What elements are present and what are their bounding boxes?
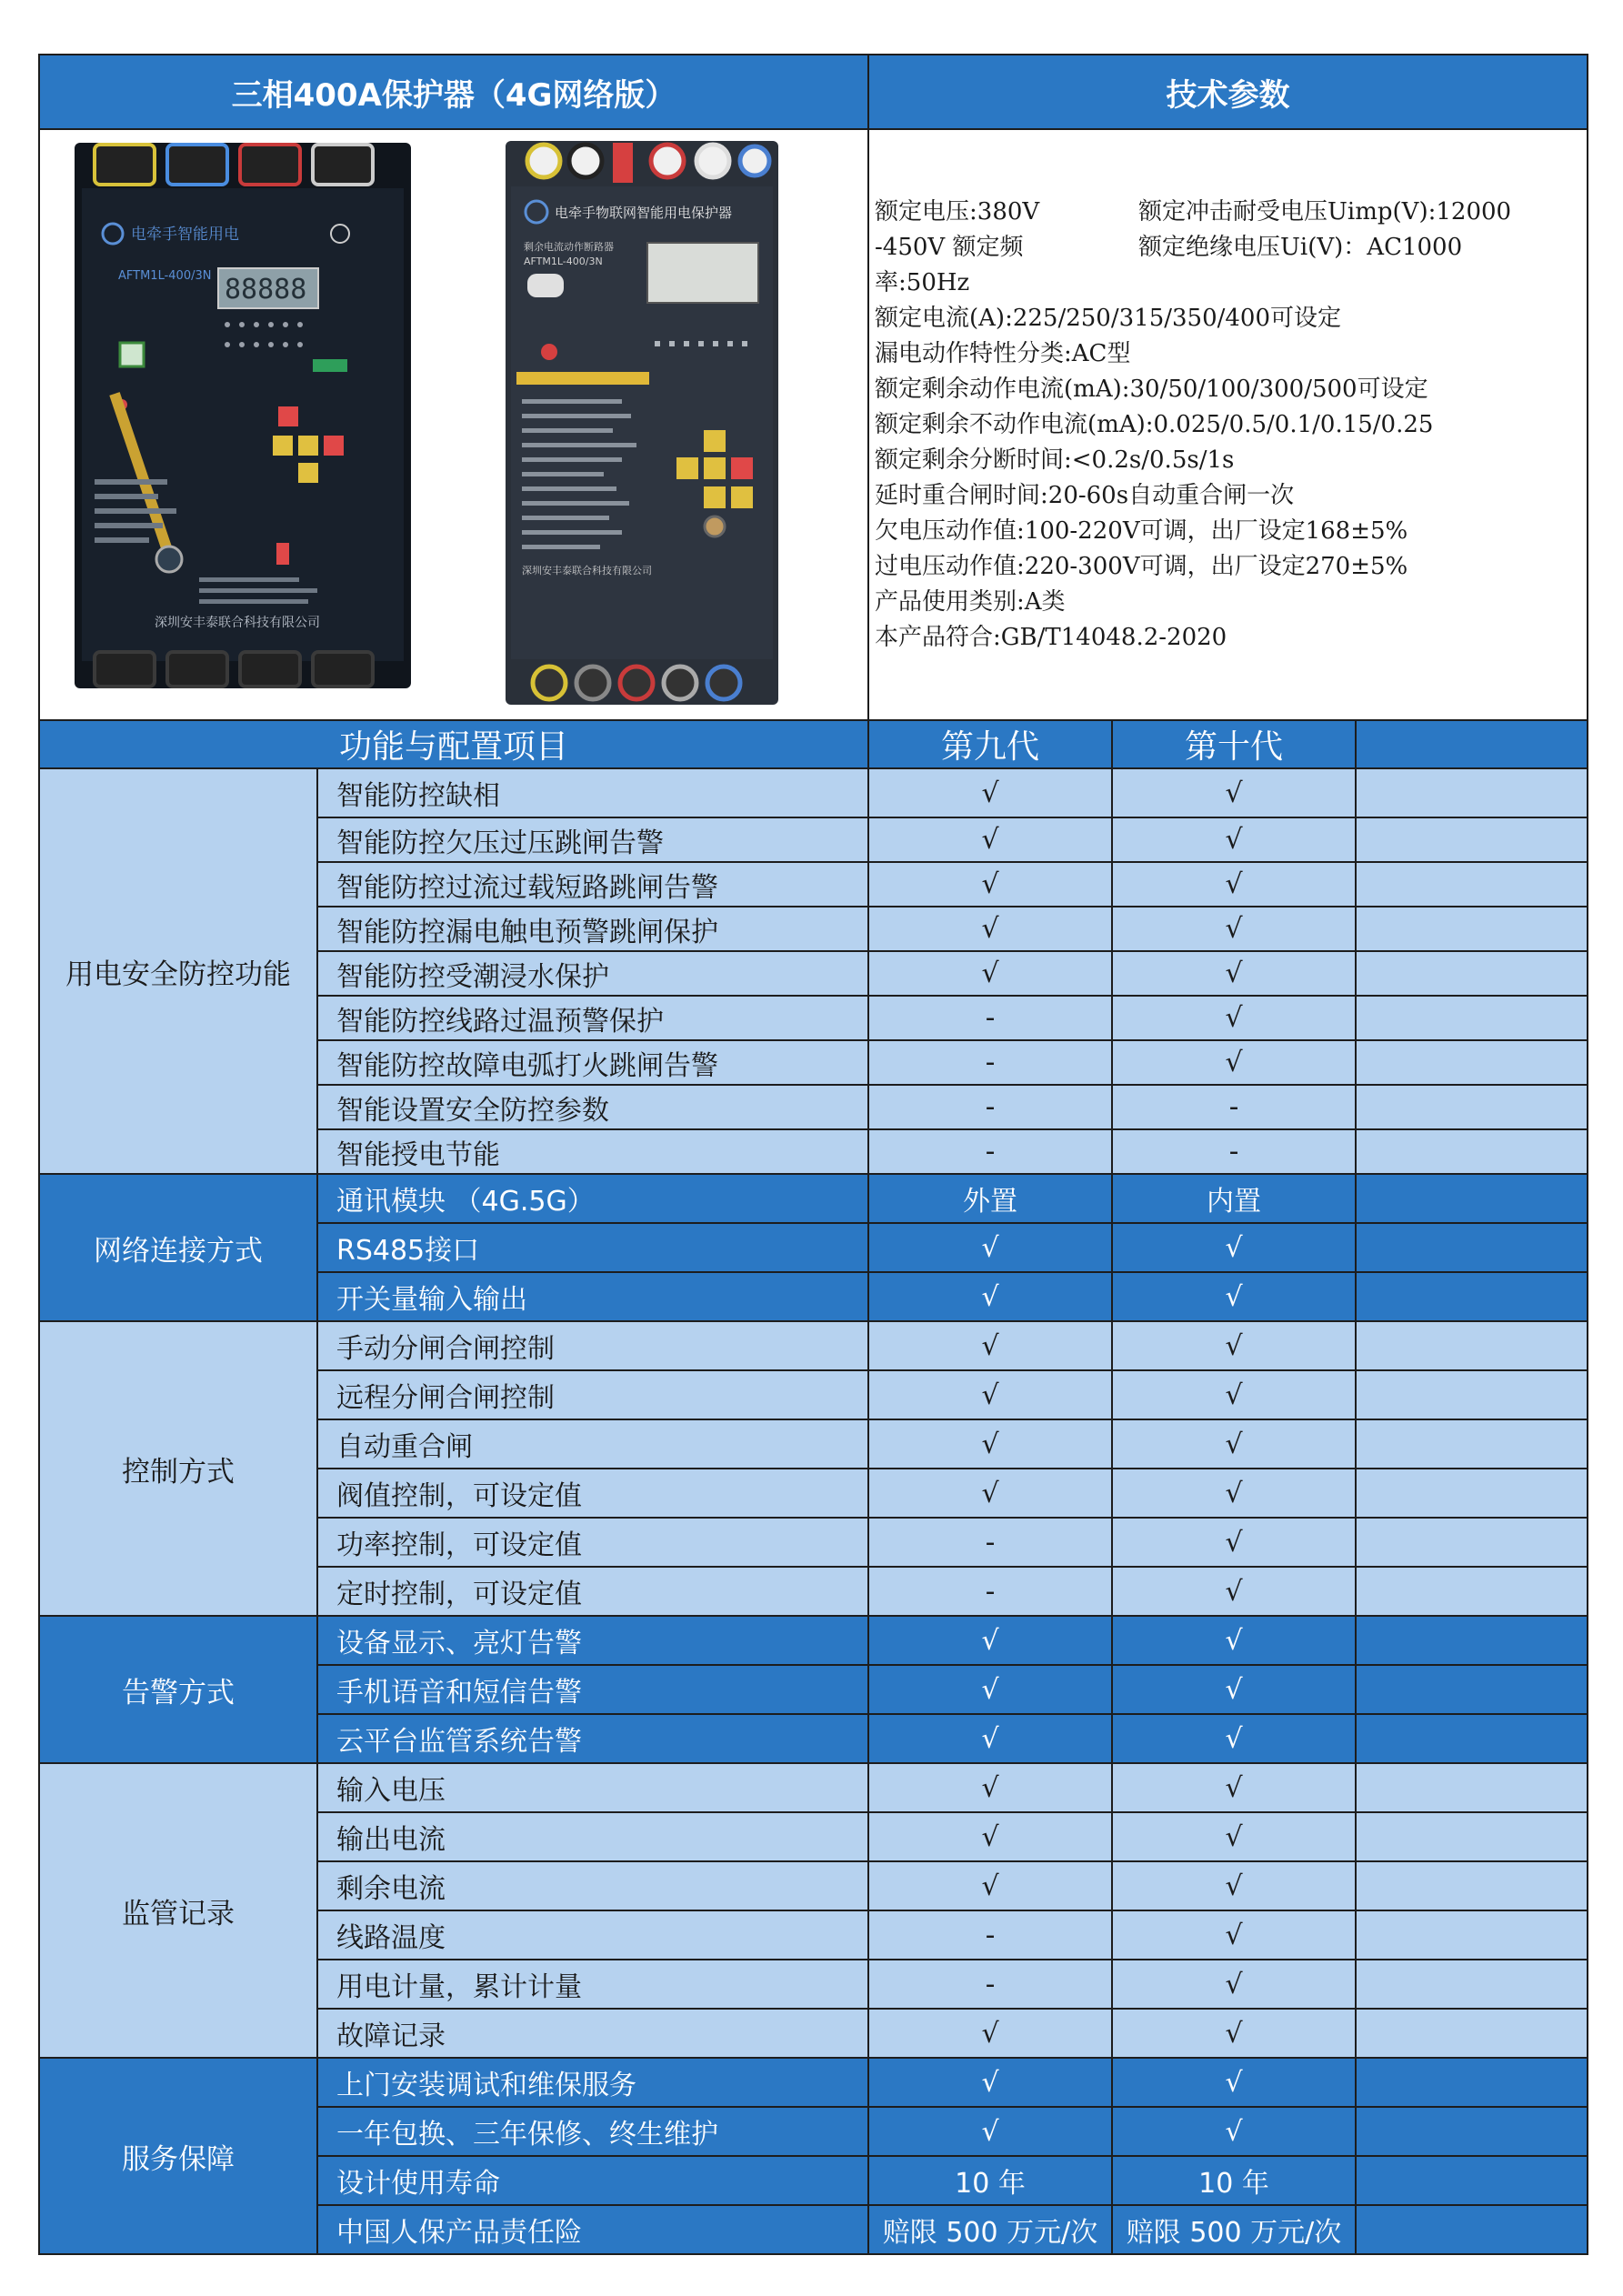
row-gen9: - — [868, 1129, 1112, 1174]
row-gen9: 赔限 500 万元/次 — [868, 2205, 1112, 2254]
spec-frequency: 率:50Hz — [875, 268, 970, 296]
row-blank — [1356, 1272, 1588, 1321]
row-gen10: √ — [1112, 1272, 1356, 1321]
row-gen10: √ — [1112, 951, 1356, 996]
row-blank — [1356, 907, 1588, 951]
row-item: 阀值控制，可设定值 — [317, 1469, 868, 1518]
row-gen10: √ — [1112, 1567, 1356, 1616]
spec-break-time: 额定剩余分断时间:<0.2s/0.5s/1s — [875, 446, 1235, 474]
left-device-display: 88888 — [225, 274, 307, 306]
col-header-gen10: 第十代 — [1112, 720, 1356, 768]
right-device — [506, 141, 778, 705]
row-blank — [1356, 1763, 1588, 1812]
row-gen9: - — [868, 1518, 1112, 1567]
row-gen10: √ — [1112, 1714, 1356, 1763]
row-gen10: √ — [1112, 907, 1356, 951]
row-gen9: √ — [868, 862, 1112, 907]
row-gen10: √ — [1112, 1861, 1356, 1910]
row-item: 远程分闸合闸控制 — [317, 1370, 868, 1419]
product-title: 三相400A保护器（4G网络版） — [39, 55, 868, 129]
row-gen10: 10 年 — [1112, 2156, 1356, 2205]
row-gen9: √ — [868, 1272, 1112, 1321]
spec-undervoltage: 欠电压动作值:100-220V可调，出厂设定168±5% — [875, 516, 1408, 545]
table-row — [39, 768, 1588, 817]
row-gen10: √ — [1112, 1223, 1356, 1272]
row-item: 设备显示、亮灯告警 — [317, 1616, 868, 1665]
row-gen9: - — [868, 1960, 1112, 2009]
category-network: 网络连接方式 — [39, 1174, 317, 1321]
tech-specs — [868, 129, 1588, 720]
row-gen10: √ — [1112, 1763, 1356, 1812]
row-item: 智能授电节能 — [317, 1129, 868, 1174]
row-item: 智能防控缺相 — [317, 768, 868, 817]
row-item: 定时控制，可设定值 — [317, 1567, 868, 1616]
spec-reclose-time: 延时重合闸时间:20-60s自动重合闸一次 — [875, 481, 1295, 509]
row-item: 自动重合闸 — [317, 1419, 868, 1469]
row-blank — [1356, 1085, 1588, 1129]
spec-sheet — [38, 54, 1587, 2255]
left-device — [75, 143, 411, 688]
row-gen9: √ — [868, 1812, 1112, 1861]
row-gen10: √ — [1112, 1665, 1356, 1714]
row-blank — [1356, 1469, 1588, 1518]
row-item: 通讯模块 （4G.5G） — [317, 1174, 868, 1223]
row-gen10: √ — [1112, 817, 1356, 862]
row-item: 智能防控线路过温预警保护 — [317, 996, 868, 1040]
row-gen10: - — [1112, 1085, 1356, 1129]
row-gen10: √ — [1112, 1812, 1356, 1861]
table-row — [39, 1321, 1588, 1370]
row-item: 上门安装调试和维保服务 — [317, 2058, 868, 2107]
row-item: 智能防控欠压过压跳闸告警 — [317, 817, 868, 862]
row-gen9: - — [868, 996, 1112, 1040]
row-blank — [1356, 1910, 1588, 1960]
row-gen10: √ — [1112, 1370, 1356, 1419]
spec-insulation-voltage: 额定绝缘电压Ui(V)：AC1000 — [1138, 233, 1463, 261]
row-item: 云平台监管系统告警 — [317, 1714, 868, 1763]
row-blank — [1356, 1223, 1588, 1272]
row-item: 智能防控故障电弧打火跳闸告警 — [317, 1040, 868, 1085]
row-blank — [1356, 1321, 1588, 1370]
row-gen9: √ — [868, 1763, 1112, 1812]
spec-impulse-voltage: 额定冲击耐受电压Uimp(V):12000 — [1138, 197, 1512, 226]
row-item: 智能防控漏电触电预警跳闸保护 — [317, 907, 868, 951]
row-item: 输出电流 — [317, 1812, 868, 1861]
row-item: 输入电压 — [317, 1763, 868, 1812]
row-gen9: √ — [868, 768, 1112, 817]
col-header-gen9: 第九代 — [868, 720, 1112, 768]
row-blank — [1356, 1419, 1588, 1469]
row-item: 智能设置安全防控参数 — [317, 1085, 868, 1129]
spec-standard: 本产品符合:GB/T14048.2-2020 — [875, 623, 1227, 651]
row-gen9: √ — [868, 1419, 1112, 1469]
row-gen10: √ — [1112, 2009, 1356, 2058]
row-blank — [1356, 2009, 1588, 2058]
row-gen10: 赔限 500 万元/次 — [1112, 2205, 1356, 2254]
right-device-subtitle: 剩余电流动作断路器 — [524, 241, 614, 253]
row-item: 开关量输入输出 — [317, 1272, 868, 1321]
row-blank — [1356, 1714, 1588, 1763]
row-blank — [1356, 2205, 1588, 2254]
row-gen10: √ — [1112, 1616, 1356, 1665]
main-table — [38, 54, 1588, 2255]
row-gen9: √ — [868, 1714, 1112, 1763]
row-gen9: - — [868, 1567, 1112, 1616]
col-header-item: 功能与配置项目 — [39, 720, 868, 768]
row-blank — [1356, 1567, 1588, 1616]
category-control: 控制方式 — [39, 1321, 317, 1616]
row-gen10: √ — [1112, 1040, 1356, 1085]
row-item: 智能防控过流过载短路跳闸告警 — [317, 862, 868, 907]
row-gen9: √ — [868, 1861, 1112, 1910]
spec-rated-voltage: 额定电压:380V — [875, 197, 1040, 226]
spec-leakage-type: 漏电动作特性分类:AC型 — [875, 339, 1131, 367]
table-row — [39, 2058, 1588, 2107]
row-blank — [1356, 768, 1588, 817]
row-gen9: √ — [868, 1370, 1112, 1419]
row-gen9: √ — [868, 951, 1112, 996]
left-device-model: AFTM1L-400/3N — [118, 269, 212, 283]
row-blank — [1356, 1665, 1588, 1714]
row-item: 功率控制，可设定值 — [317, 1518, 868, 1567]
row-gen10: √ — [1112, 862, 1356, 907]
row-gen9: 外置 — [868, 1174, 1112, 1223]
row-blank — [1356, 1812, 1588, 1861]
row-blank — [1356, 817, 1588, 862]
category-alarm: 告警方式 — [39, 1616, 317, 1763]
row-item: 线路温度 — [317, 1910, 868, 1960]
row-gen9: √ — [868, 1321, 1112, 1370]
row-gen10: √ — [1112, 2058, 1356, 2107]
spec-residual-nonoperating: 额定剩余不动作电流(mA):0.025/0.5/0.1/0.15/0.25 — [875, 410, 1434, 438]
row-gen10: √ — [1112, 1419, 1356, 1469]
row-item: 设计使用寿命 — [317, 2156, 868, 2205]
spec-category: 产品使用类别:A类 — [875, 587, 1066, 616]
spec-rated-voltage-cont: -450V 额定频 — [875, 233, 1024, 261]
spec-line-2 — [875, 230, 1581, 266]
row-gen9: √ — [868, 2107, 1112, 2156]
row-gen10: 内置 — [1112, 1174, 1356, 1223]
row-blank — [1356, 2107, 1588, 2156]
row-blank — [1356, 1518, 1588, 1567]
row-gen9: √ — [868, 2009, 1112, 2058]
row-blank — [1356, 951, 1588, 996]
row-gen10: √ — [1112, 1960, 1356, 2009]
right-device-brand: 电牵手物联网智能用电保护器 — [555, 205, 733, 221]
row-blank — [1356, 2058, 1588, 2107]
row-gen9: - — [868, 1085, 1112, 1129]
left-device-brand: 电牵手智能用电 — [131, 226, 239, 244]
row-blank — [1356, 1616, 1588, 1665]
row-blank — [1356, 1174, 1588, 1223]
spec-overvoltage: 过电压动作值:220-300V可调，出厂设定270±5% — [875, 552, 1408, 580]
row-item: 手动分闸合闸控制 — [317, 1321, 868, 1370]
row-gen10: √ — [1112, 1321, 1356, 1370]
row-item: RS485接口 — [317, 1223, 868, 1272]
row-blank — [1356, 1370, 1588, 1419]
row-gen9: - — [868, 1040, 1112, 1085]
row-item: 剩余电流 — [317, 1861, 868, 1910]
row-item: 故障记录 — [317, 2009, 868, 2058]
category-service: 服务保障 — [39, 2058, 317, 2254]
row-gen10: √ — [1112, 1910, 1356, 1960]
row-item: 手机语音和短信告警 — [317, 1665, 868, 1714]
tech-params-title: 技术参数 — [868, 55, 1588, 129]
table-row — [39, 1763, 1588, 1812]
row-gen9: √ — [868, 907, 1112, 951]
row-gen10: √ — [1112, 1469, 1356, 1518]
row-gen9: √ — [868, 1469, 1112, 1518]
right-device-company: 深圳安丰泰联合科技有限公司 — [522, 565, 652, 577]
row-item: 中国人保产品责任险 — [317, 2205, 868, 2254]
right-device-model: AFTM1L-400/3N — [524, 256, 603, 267]
row-gen9: - — [868, 1910, 1112, 1960]
breaker-device-image — [40, 134, 886, 716]
row-gen9: √ — [868, 1223, 1112, 1272]
row-item: 用电计量，累计计量 — [317, 1960, 868, 2009]
row-blank — [1356, 1960, 1588, 2009]
row-blank — [1356, 996, 1588, 1040]
category-safety: 用电安全防控功能 — [39, 768, 317, 1174]
table-row — [39, 1616, 1588, 1665]
row-item: 智能防控受潮浸水保护 — [317, 951, 868, 996]
row-gen10: - — [1112, 1129, 1356, 1174]
row-item: 一年包换、三年保修、终生维护 — [317, 2107, 868, 2156]
row-blank — [1356, 1861, 1588, 1910]
row-gen9: √ — [868, 1665, 1112, 1714]
col-header-blank — [1356, 720, 1588, 768]
table-row — [39, 1174, 1588, 1223]
row-gen9: √ — [868, 2058, 1112, 2107]
row-blank — [1356, 1040, 1588, 1085]
left-device-company: 深圳安丰泰联合科技有限公司 — [155, 616, 320, 630]
row-gen10: √ — [1112, 2107, 1356, 2156]
row-gen9: √ — [868, 1616, 1112, 1665]
spec-rated-current: 额定电流(A):225/250/315/350/400可设定 — [875, 304, 1342, 332]
row-gen9: 10 年 — [868, 2156, 1112, 2205]
row-gen10: √ — [1112, 1518, 1356, 1567]
row-blank — [1356, 2156, 1588, 2205]
row-gen9: √ — [868, 817, 1112, 862]
category-monitor: 监管记录 — [39, 1763, 317, 2058]
row-blank — [1356, 862, 1588, 907]
row-gen10: √ — [1112, 768, 1356, 817]
row-blank — [1356, 1129, 1588, 1174]
spec-residual-operating: 额定剩余动作电流(mA):30/50/100/300/500可设定 — [875, 375, 1428, 403]
row-gen10: √ — [1112, 996, 1356, 1040]
product-images — [39, 129, 868, 720]
spec-line-1 — [875, 195, 1581, 230]
